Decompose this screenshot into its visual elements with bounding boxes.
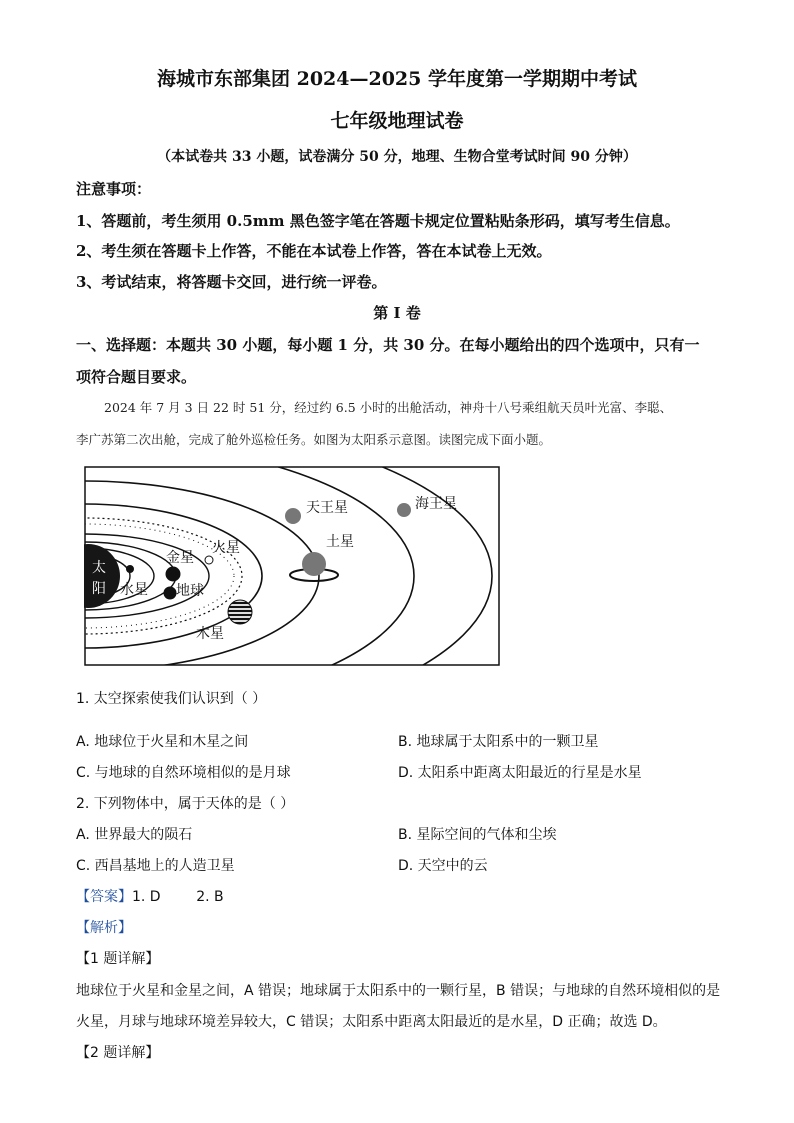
passage-line1: 2024 年 7 月 3 日 22 时 51 分，经过约 6.5 小时的出舱活动，神舟十八号乘组航天员叶光富、李聪、 bbox=[104, 400, 673, 415]
orbit-uranus bbox=[84, 466, 414, 666]
jupiter bbox=[228, 600, 252, 624]
earth-label: 地球 bbox=[176, 583, 204, 599]
analysis-q1-line1: 地球位于火星和金星之间，A 错误；地球属于太阳系中的一颗行星，B 错误；与地球的自然环境相似的是 bbox=[76, 983, 721, 999]
notice-heading: 注意事项： bbox=[76, 180, 152, 198]
answer-text: 1. D 2. B bbox=[132, 889, 224, 905]
venus bbox=[166, 567, 181, 582]
question-2-option-a: A. 世界最大的陨石 bbox=[76, 827, 193, 843]
question-1-option-c: C. 与地球的自然环境相似的是月球 bbox=[76, 765, 291, 781]
section-instruction-line2: 项符合题目要求。 bbox=[76, 368, 197, 386]
answer-label: 【答案】 bbox=[76, 889, 132, 905]
mars-label: 火星 bbox=[212, 540, 240, 556]
section-instruction-line1: 一、选择题：本题共 30 小题，每小题 1 分，共 30 分。在每小题给出的四个选项中，只有一 bbox=[76, 336, 700, 354]
exam-subtitle: 七年级地理试卷 bbox=[330, 110, 464, 132]
mercury bbox=[126, 565, 134, 573]
question-1-option-b: B. 地球属于太阳系中的一颗卫星 bbox=[398, 734, 599, 750]
venus-label: 金星 bbox=[166, 550, 194, 566]
question-2-option-d: D. 天空中的云 bbox=[398, 858, 488, 874]
question-2-option-b: B. 星际空间的气体和尘埃 bbox=[398, 827, 557, 843]
solar-system-diagram bbox=[84, 466, 500, 666]
sun-label-1: 太 bbox=[92, 560, 106, 576]
analysis-q1-line2: 火星，月球与地球环境差异较大，C 错误；太阳系中距离太阳最近的是水星，D 正确；故选 D。 bbox=[76, 1014, 667, 1030]
analysis-q2-label: 【2 题详解】 bbox=[76, 1045, 160, 1061]
notice-item-1: 1、答题前，考生须用 0.5mm 黑色签字笔在答题卡规定位置粘贴条形码，填写考生信息。 bbox=[76, 212, 680, 230]
passage-line2: 李广苏第二次出舱，完成了舱外巡检任务。如图为太阳系示意图。读图完成下面小题。 bbox=[76, 432, 552, 447]
section-name: 第 I 卷 bbox=[373, 304, 421, 322]
jupiter-label: 木星 bbox=[196, 626, 224, 642]
analysis-q1-label: 【1 题详解】 bbox=[76, 951, 160, 967]
exam-title: 海城市东部集团 2024—2025 学年度第一学期期中考试 bbox=[157, 68, 637, 90]
notice-item-2: 2、考生须在答题卡上作答，不能在本试卷上作答，答在本试卷上无效。 bbox=[76, 242, 552, 260]
question-2-stem: 2. 下列物体中，属于天体的是（ ） bbox=[76, 796, 295, 812]
uranus bbox=[285, 508, 301, 524]
uranus-label: 天王星 bbox=[306, 500, 348, 516]
exam-note: （本试卷共 33 小题，试卷满分 50 分，地理、生物合堂考试时间 90 分钟） bbox=[157, 149, 637, 165]
earth bbox=[164, 587, 177, 600]
saturn bbox=[302, 552, 326, 576]
neptune-label: 海王星 bbox=[415, 496, 457, 512]
question-1-option-d: D. 太阳系中距离太阳最近的行星是水星 bbox=[398, 765, 642, 781]
mars bbox=[205, 556, 213, 564]
mercury-label: 水星 bbox=[120, 582, 148, 598]
answer-block bbox=[76, 886, 224, 906]
question-2-option-c: C. 西昌基地上的人造卫星 bbox=[76, 858, 235, 874]
analysis-label: 【解析】 bbox=[76, 920, 132, 936]
notice-item-3: 3、考试结束，将答题卡交回，进行统一评卷。 bbox=[76, 273, 387, 291]
sun-label-2: 阳 bbox=[92, 581, 106, 597]
sun bbox=[84, 544, 120, 608]
question-1-stem: 1. 太空探索使我们认识到（ ） bbox=[76, 691, 267, 707]
saturn-label: 土星 bbox=[326, 534, 354, 550]
neptune bbox=[397, 503, 411, 517]
question-1-option-a: A. 地球位于火星和木星之间 bbox=[76, 734, 249, 750]
